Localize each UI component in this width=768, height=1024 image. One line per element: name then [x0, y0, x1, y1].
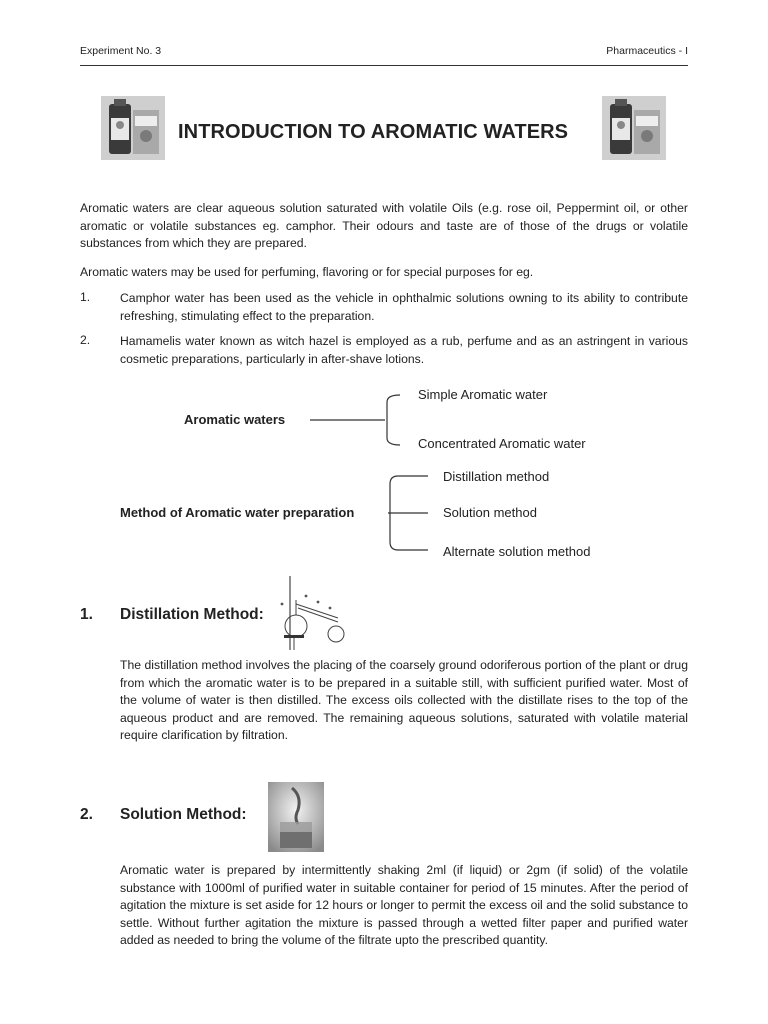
section-body-solution: Aromatic water is prepared by intermittently shaking 2ml (if liquid) or 2gm (if solid) of the volatile substance with 1000ml of purified water in suitable container for period of 15 minutes. After the period of agitation the mixture is set aside for 12 hours or longer to permit the excess oil and the solid substance to settle. Without further agitation the mixture is passed through a wetted filter paper and purified water added as needed to bring the volume of the filtrate upto the prescribed quantity. — [120, 863, 688, 947]
diagram-branch-solution: Solution method — [443, 505, 537, 520]
section-body-distillation: The distillation method involves the placing of the coarsely ground odoriferous portion of the plant or drug from which the aromatic water is to be prepared in a suitable still, with sufficient purified water. Most of the volume of water is then distilled. The excess oils collected with the distillate rises to the top of the aqueous product and are removed. The remaining aqueous solutions, saturated with volatile material require clarification by filtration. — [120, 658, 688, 742]
header-left: Experiment No. 3 — [80, 45, 162, 57]
diagram-aromatic-waters-label: Aromatic waters — [184, 412, 286, 427]
page-title: INTRODUCTION TO AROMATIC WATERS — [178, 121, 569, 143]
intro-paragraph-1: Aromatic waters are clear aqueous solution saturated with volatile Oils (e.g. rose oil, Peppermint oil, or other aromatic or volatile substances eg. camphor. Their odours and taste are of those of the drugs or volatile substances from which they are prepared. — [80, 201, 688, 250]
diagram-branch-distillation: Distillation method — [443, 469, 550, 484]
list-item-number: 1. — [80, 290, 91, 304]
distillation-apparatus-image — [276, 574, 354, 654]
diagram-methods-bracket — [380, 470, 440, 555]
header-right: Pharmaceutics - I — [606, 45, 688, 57]
product-bottle-image-left — [101, 96, 165, 160]
solution-beaker-image — [268, 782, 324, 852]
diagram-methods-label: Method of Aromatic water preparation — [120, 505, 355, 520]
product-bottle-image-right — [602, 96, 666, 160]
diagram-branch-alternate: Alternate solution method — [443, 544, 591, 559]
header-divider — [80, 65, 688, 66]
list-item-text: Hamamelis water known as witch hazel is employed as a rub, perfume and as an astringent in various cosmetic preparations, particularly in after-shave lotions. — [120, 334, 688, 366]
section-number: 1. — [80, 606, 93, 623]
diagram-aromatic-waters-bracket — [305, 390, 415, 450]
list-item-number: 2. — [80, 333, 91, 347]
section-number: 2. — [80, 806, 93, 823]
diagram-branch-simple: Simple Aromatic water — [418, 387, 548, 402]
diagram-branch-concentrated: Concentrated Aromatic water — [418, 436, 586, 451]
intro-paragraph-2: Aromatic waters may be used for perfuming, flavoring or for special purposes for eg. — [80, 265, 534, 279]
section-title-distillation: Distillation Method: — [120, 606, 264, 623]
section-title-solution: Solution Method: — [120, 806, 247, 823]
list-item-text: Camphor water has been used as the vehicle in ophthalmic solutions owning to its ability to contribute refreshing, stimulating effect to the preparation. — [120, 291, 688, 323]
